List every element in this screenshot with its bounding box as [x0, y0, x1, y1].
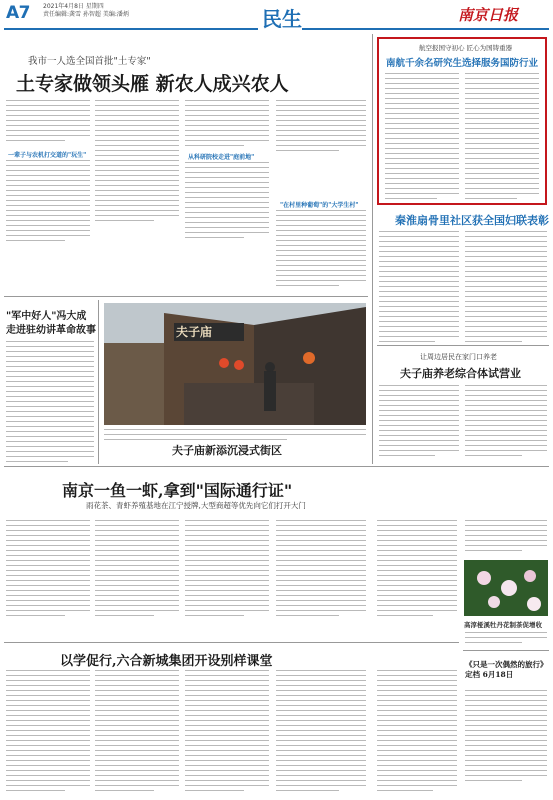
- bottom-headline: 以学促行,六合新城集团开设别样课堂: [60, 654, 273, 669]
- photo-caption: 夫子庙新添沉浸式街区: [172, 444, 282, 457]
- peony-caption: 高淳桠溪牡丹花制茶促增收: [464, 621, 542, 629]
- column-rule-right: [372, 34, 373, 464]
- street-photo: [104, 303, 366, 425]
- peony-image: [464, 560, 548, 616]
- lead-body-col3b: [185, 162, 269, 242]
- page-number: A7: [6, 3, 30, 23]
- featured-body-col2: [465, 73, 539, 203]
- peony-photo: [464, 560, 548, 616]
- featured-body-col1: [385, 73, 459, 203]
- photo-sign-text: 夫子庙: [176, 325, 213, 339]
- fish-body-col6: [465, 520, 547, 555]
- elderly-headline: 夫子庙养老综合体试营业: [400, 367, 521, 380]
- street-scene-image: [104, 303, 366, 425]
- elderly-body-col2: [465, 385, 547, 460]
- community-headline: 秦淮扇骨里社区获全国妇联表彰: [395, 214, 549, 227]
- fish-body-col1: [6, 520, 90, 620]
- bottom-right-rule: [463, 650, 549, 651]
- page-header: [0, 0, 553, 31]
- paper-logo: 南京日报: [458, 6, 519, 24]
- lead-body-col1: [6, 100, 90, 145]
- lower-rule: [4, 642, 459, 643]
- lead-body-col4b: [276, 210, 366, 290]
- bottom-right-headline: 《只是一次偶然的旅行》定档 6月18日: [465, 660, 548, 679]
- fish-body-col5: [377, 520, 457, 620]
- lead-kicker: 我市一人选全国首批"土专家": [28, 56, 151, 67]
- peony-caption-body: [465, 632, 547, 647]
- lead-body-col3: [185, 100, 269, 150]
- fish-body-col2: [95, 520, 179, 620]
- lead-subhead-3: "在村里种葡萄"的"大学生村": [280, 202, 359, 209]
- bottom-body-col5: [377, 670, 457, 795]
- lead-subhead-1: 一辈子与农机打交道的"玩生": [8, 152, 87, 159]
- featured-box: [377, 37, 547, 205]
- left-story-body: [6, 341, 94, 466]
- editors-line: 责任编辑:龚雪 孙智超 美编:潘炳: [43, 11, 129, 18]
- header-rule-left: [4, 28, 258, 30]
- mid-rule: [4, 466, 549, 467]
- lead-headline: 土专家做领头雁 新农人成兴农人: [16, 73, 289, 95]
- left-story-rule: [98, 300, 99, 464]
- community-body-col1: [379, 231, 459, 346]
- fish-body-col4: [276, 520, 366, 620]
- lead-body-col4: [276, 100, 366, 155]
- bottom-body-col4: [276, 670, 366, 795]
- lead-bottom-rule: [4, 296, 368, 297]
- featured-kicker: 航空报国守初心 匠心为国铸重器: [419, 44, 513, 52]
- section-title: 民生: [262, 7, 302, 31]
- bottom-body-col3: [185, 670, 269, 795]
- fish-headline: 南京一鱼一虾,拿到"国际通行证": [62, 481, 293, 500]
- featured-headline: 南航千余名研究生选择服务国防行业: [386, 58, 539, 69]
- community-body-col2: [465, 231, 547, 346]
- lead-subhead-2: 从科研院校走进"庭前地": [188, 154, 255, 161]
- left-story-headline-2: 走进驻幼讲革命故事: [6, 325, 96, 336]
- lead-body-col1b: [6, 160, 90, 245]
- bottom-right-body: [465, 690, 547, 785]
- fish-subhead: 雨花茶、青虾养殖基地在江宁授牌,大型商超等优先向它们打开大门: [86, 501, 306, 510]
- elderly-kicker: 让周边居民在家门口养老: [420, 353, 497, 361]
- bottom-body-col1: [6, 670, 90, 795]
- lead-body-col2: [95, 100, 179, 225]
- bottom-body-col2: [95, 670, 179, 795]
- fish-body-col3: [185, 520, 269, 620]
- left-story-headline-1: "军中好人"冯大成: [6, 311, 87, 322]
- elderly-body-col1: [379, 385, 459, 460]
- community-bottom-rule: [377, 345, 549, 346]
- date-line: 2021年4月8日 星期四: [43, 3, 104, 10]
- header-rule-right: [302, 28, 549, 30]
